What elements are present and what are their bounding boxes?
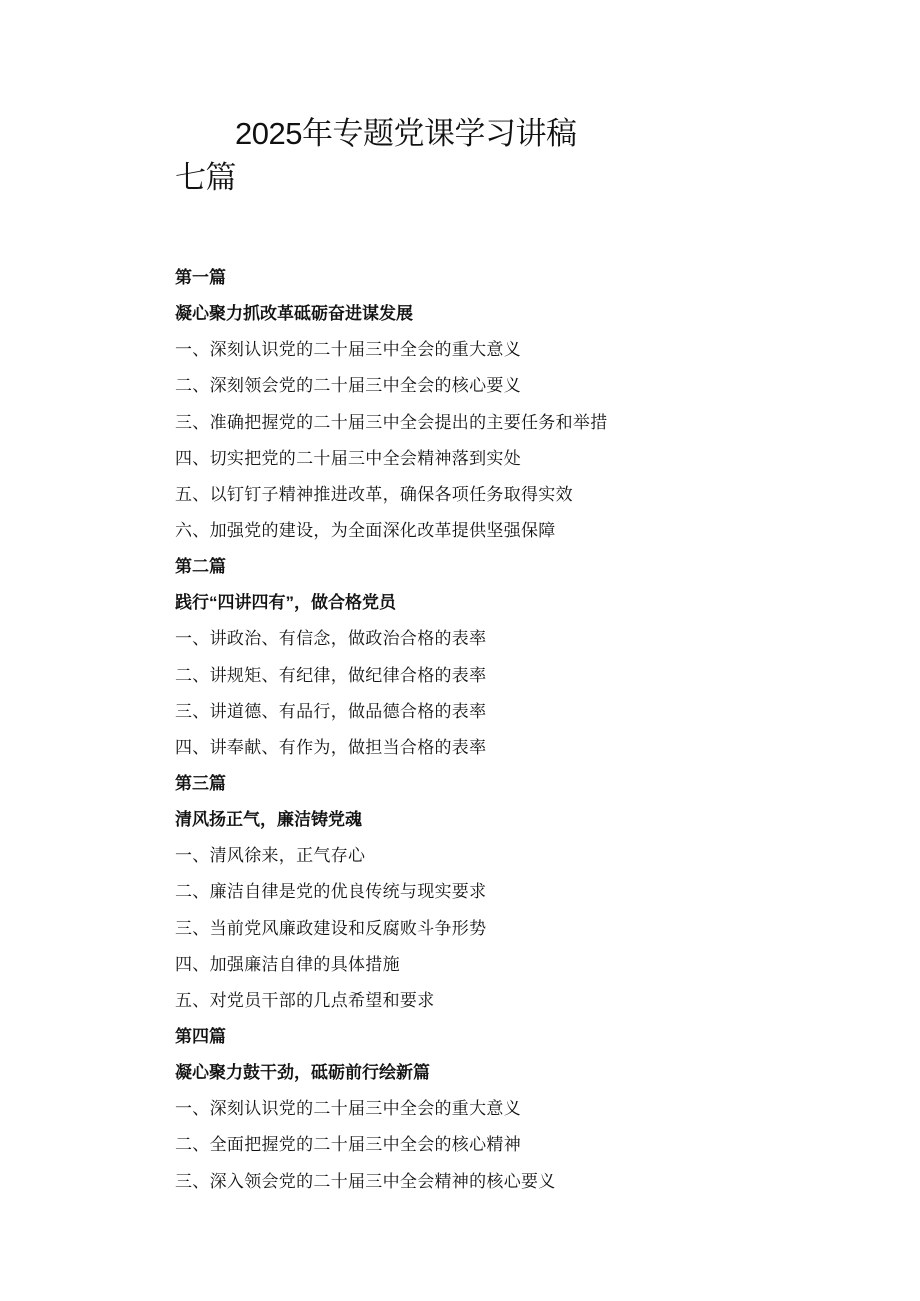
- section-item: 五、以钉钉子精神推进改革，确保各项任务取得实效: [175, 484, 573, 505]
- section-item: 二、讲规矩、有纪律，做纪律合格的表率: [175, 665, 487, 686]
- section-item: 三、准确把握党的二十届三中全会提出的主要任务和举措: [175, 412, 608, 433]
- document-title: [175, 112, 635, 200]
- section-heading: 凝心聚力鼓干劲，砥砺前行绘新篇: [175, 1063, 430, 1083]
- section-item: 一、清风徐来，正气存心: [175, 846, 366, 867]
- section-heading: 践行“四讲四有”，做合格党员: [175, 593, 396, 613]
- section-item: 四、加强廉洁自律的具体措施: [175, 954, 400, 975]
- section-item: 一、讲政治、有信念，做政治合格的表率: [175, 629, 487, 650]
- section-item: 三、深入领会党的二十届三中全会精神的核心要义: [175, 1171, 556, 1192]
- section-item: 二、深刻领会党的二十届三中全会的核心要义: [175, 376, 521, 397]
- section-item: 一、深刻认识党的二十届三中全会的重大意义: [175, 1099, 521, 1120]
- section-heading: 第二篇: [175, 557, 226, 577]
- section-item: 二、全面把握党的二十届三中全会的核心精神: [175, 1135, 521, 1156]
- section-item: 三、当前党风廉政建设和反腐败斗争形势: [175, 918, 487, 939]
- section-item: 四、切实把党的二十届三中全会精神落到实处: [175, 448, 521, 469]
- section-heading: 第四篇: [175, 1026, 226, 1046]
- table-of-contents: [175, 260, 875, 1200]
- section-item: 四、讲奉献、有作为，做担当合格的表率: [175, 737, 487, 758]
- section-heading: 第一篇: [175, 268, 226, 287]
- section-item: 二、廉洁自律是党的优良传统与现实要求: [175, 882, 487, 903]
- document-title-line-1: 2025年专题党课学习讲稿: [235, 116, 577, 151]
- section-item: 三、讲道德、有品行，做品德合格的表率: [175, 701, 487, 722]
- section-heading: 第三篇: [175, 773, 226, 793]
- section-heading: 清风扬正气，廉洁铸党魂: [175, 810, 362, 830]
- document-title-line-2: 七篇: [175, 160, 236, 195]
- section-heading: 凝心聚力抓改革砥砺奋进谋发展: [175, 304, 413, 324]
- section-item: 一、深刻认识党的二十届三中全会的重大意义: [175, 340, 521, 361]
- section-item: 六、加强党的建设，为全面深化改革提供坚强保障: [175, 520, 556, 541]
- section-item: 五、对党员干部的几点希望和要求: [175, 990, 435, 1011]
